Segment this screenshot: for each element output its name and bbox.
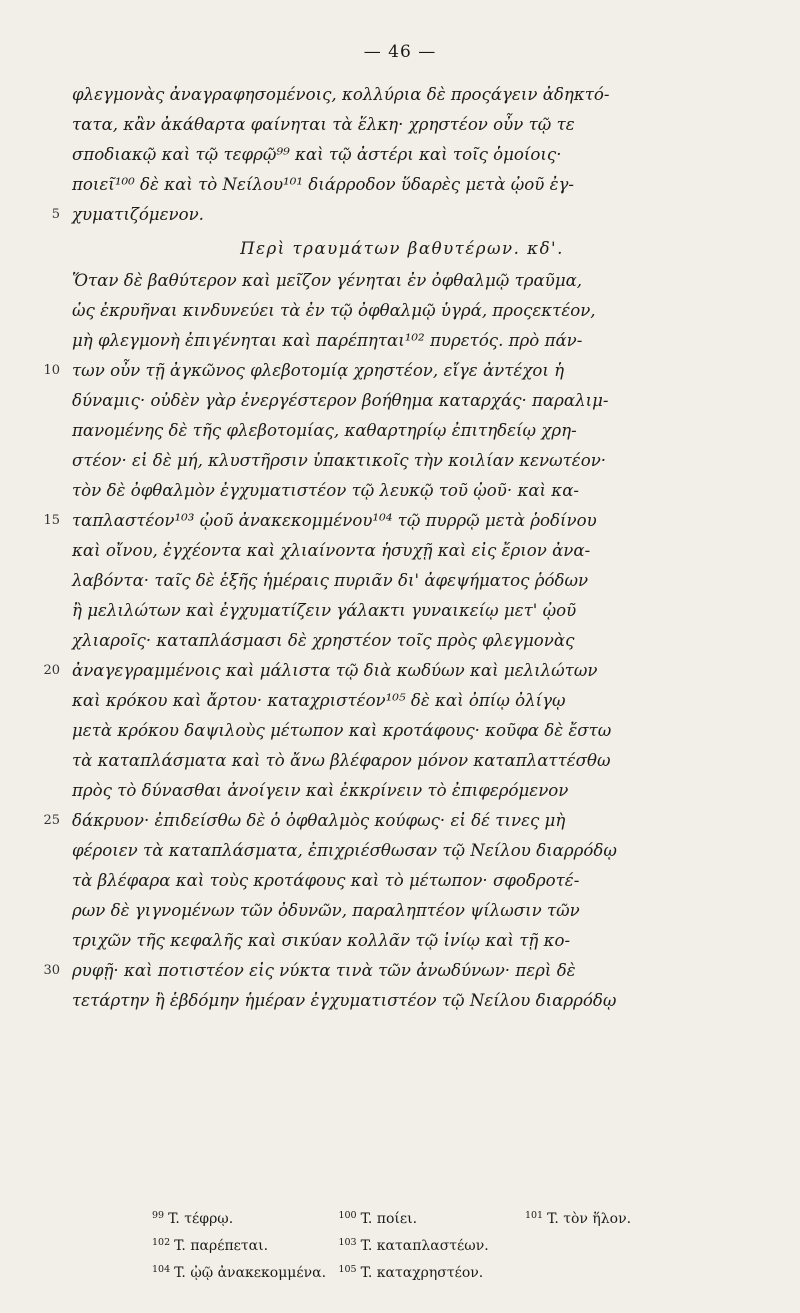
footnote-row <box>152 1231 712 1258</box>
footnote <box>338 1231 524 1258</box>
line-text: μὴ φλεγμονὴ ἐπιγένηται καὶ παρέπηται¹⁰² πυρετός. πρὸ πάν- <box>72 331 583 350</box>
footnote-mark: 99 <box>152 1210 165 1221</box>
text-line <box>72 686 732 716</box>
footnote-text: T. καταχρηστέον. <box>360 1265 484 1281</box>
line-text: στέον· εἰ δὲ μή, κλυστῆρσιν ὑπακτικοῖς τὴν κοιλίαν κενωτέον· <box>72 451 607 470</box>
line-text: σποδιακῷ καὶ τῷ τεφρῷ⁹⁹ καὶ τῷ ἀστέρι καὶ τοῖς ὁμοίοις· <box>72 145 562 164</box>
text-line <box>72 716 732 746</box>
text-line <box>72 80 732 110</box>
footnote-row <box>152 1258 712 1285</box>
footnote-mark: 101 <box>524 1210 544 1221</box>
line-text: ταπλαστέον¹⁰³ ᾠοῦ ἀνακεκομμένου¹⁰⁴ τῷ πυρρῷ μετὰ ῥοδίνου <box>72 511 597 530</box>
line-text: φέροιεν τὰ καταπλάσματα, ἐπιχριέσθωσαν τῷ Νείλου διαρρόδῳ <box>72 841 617 860</box>
line-number: 5 <box>51 207 60 222</box>
footnote-mark: 104 <box>152 1264 171 1275</box>
line-text: χυματιζόμενον. <box>72 205 204 224</box>
text-line <box>72 566 732 596</box>
line-number: 30 <box>43 963 60 978</box>
line-text: καὶ κρόκου καὶ ἄρτου· καταχριστέον¹⁰⁵ δὲ καὶ ὀπίῳ ὀλίγῳ <box>72 691 566 710</box>
page-number: — 46 — <box>363 42 437 62</box>
text-line <box>51 200 732 230</box>
footnote <box>152 1258 338 1285</box>
text-line <box>72 836 732 866</box>
line-text: τὰ βλέφαρα καὶ τοὺς κροτάφους καὶ τὸ μέτωπον· σφοδροτέ- <box>72 871 580 890</box>
text-line <box>72 626 732 656</box>
body-text-top <box>51 80 732 230</box>
text-line <box>43 956 732 986</box>
section-heading-wrap <box>72 232 732 266</box>
line-text: ὡς ἐκρυῆναι κινδυνεύει τὰ ἐν τῷ ὀφθαλμῷ ὑγρά, προςεκτέον, <box>72 301 596 320</box>
text-line <box>72 536 732 566</box>
text-line <box>72 776 732 806</box>
line-number: 20 <box>43 663 60 678</box>
footnote-text: T. ᾠῷ ἀνακεκομμένα. <box>174 1265 327 1281</box>
text-line <box>72 296 732 326</box>
text-line <box>72 986 732 1016</box>
line-text: τὸν δὲ ὀφθαλμὸν ἐγχυματιστέον τῷ λευκῷ τοῦ ᾠοῦ· καὶ κα- <box>72 481 580 500</box>
footnote-text: T. καταπλαστέων. <box>360 1238 489 1254</box>
line-text: ποιεῖ¹⁰⁰ δὲ καὶ τὸ Νείλου¹⁰¹ διάρροδον ὕδαρὲς μετὰ ᾠοῦ ἐγ- <box>72 175 575 194</box>
line-text: καὶ οἴνου, ἐγχέοντα καὶ χλιαίνοντα ἡσυχῇ καὶ εἰς ἔριον ἀνα- <box>72 541 591 560</box>
line-text: τριχῶν τῆς κεφαλῆς καὶ σικύαν κολλᾶν τῷ ἰνίῳ καὶ τῇ κο- <box>72 931 571 950</box>
footnote <box>152 1231 338 1258</box>
section-heading: Περὶ τραυμάτων βαθυτέρων. κδ'. <box>240 239 564 258</box>
text-line <box>72 596 732 626</box>
text-line <box>72 386 732 416</box>
line-text: χλιαροῖς· καταπλάσμασι δὲ χρηστέον τοῖς πρὸς φλεγμονὰς <box>72 631 575 650</box>
text-line <box>43 506 732 536</box>
footnote-text: T. ποίει. <box>360 1211 418 1227</box>
body-text-main <box>43 266 732 1016</box>
footnote <box>338 1204 524 1231</box>
footnote-mark: 103 <box>338 1237 357 1248</box>
text-line <box>72 170 732 200</box>
text-line <box>72 896 732 926</box>
text-line <box>43 806 732 836</box>
line-text: ρυφῇ· καὶ ποτιστέον εἰς νύκτα τινὰ τῶν ἀνωδύνων· περὶ δὲ <box>72 961 576 980</box>
line-text: ἀναγεγραμμένοις καὶ μάλιστα τῷ διὰ κωδύων καὶ μελιλώτων <box>72 661 598 680</box>
footnote-text: T. τὸν ἥλον. <box>547 1211 632 1227</box>
line-text: πρὸς τὸ δύνασθαι ἀνοίγειν καὶ ἐκκρίνειν τὸ ἐπιφερόμενον <box>72 781 569 800</box>
line-text: δάκρυον· ἐπιδείσθω δὲ ὁ ὀφθαλμὸς κούφως· εἰ δέ τινες μὴ <box>72 811 566 830</box>
text-line <box>72 266 732 296</box>
line-text: μετὰ κρόκου δαψιλοὺς μέτωπον καὶ κροτάφους· κοῦφα δὲ ἔστω <box>72 721 612 740</box>
line-text: τατα, κἂν ἀκάθαρτα φαίνηται τὰ ἕλκη· χρηστέον οὖν τῷ τε <box>72 115 575 134</box>
line-text: δύναμις· οὐδὲν γὰρ ἐνεργέστερον βοήθημα καταρχάς· παραλιμ- <box>72 391 609 410</box>
line-text: Ὅταν δὲ βαθύτερον καὶ μεῖζον γένηται ἐν ὀφθαλμῷ τραῦμα, <box>72 271 583 290</box>
text-line <box>72 866 732 896</box>
footnote <box>525 1204 711 1231</box>
text-line <box>72 140 732 170</box>
line-text: τετάρτην ἢ ἑβδόμην ἡμέραν ἐγχυματιστέον τῷ Νείλου διαρρόδῳ <box>72 991 617 1010</box>
line-text: πανομένης δὲ τῆς φλεβοτομίας, καθαρτηρίῳ ἐπιτηδείῳ χρη- <box>72 421 577 440</box>
text-line <box>72 746 732 776</box>
footnote-row <box>152 1204 712 1231</box>
text-line <box>72 326 732 356</box>
footnotes <box>152 1204 712 1285</box>
text-line <box>72 926 732 956</box>
text-line <box>72 476 732 506</box>
line-number: 25 <box>43 813 60 828</box>
line-number: 15 <box>43 513 60 528</box>
text-line <box>43 656 732 686</box>
line-number: 10 <box>43 363 60 378</box>
footnote <box>338 1258 524 1285</box>
footnote-text: T. παρέπεται. <box>174 1238 269 1254</box>
footnote-mark: 102 <box>152 1237 171 1248</box>
text-line <box>43 356 732 386</box>
text-line <box>72 446 732 476</box>
line-text: τὰ καταπλάσματα καὶ τὸ ἄνω βλέφαρον μόνον καταπλαττέσθω <box>72 751 611 770</box>
line-text: λαβόντα· ταῖς δὲ ἑξῆς ἡμέραις πυριᾶν δι' ἀφεψήματος ῥόδων <box>72 571 589 590</box>
line-text: των οὖν τῇ ἀγκῶνος φλεβοτομίᾳ χρηστέον, εἴγε ἀντέχοι ἡ <box>72 361 565 380</box>
line-text: ἢ μελιλώτων καὶ ἐγχυματίζειν γάλακτι γυναικείῳ μετ' ᾠοῦ <box>72 601 577 620</box>
line-text: ρων δὲ γιγνομένων τῶν ὀδυνῶν, παραληπτέον ψίλωσιν τῶν <box>72 901 580 920</box>
footnote <box>152 1204 338 1231</box>
footnote-mark: 105 <box>338 1264 357 1275</box>
text-line <box>72 416 732 446</box>
footnote-mark: 100 <box>338 1210 357 1221</box>
text-line <box>72 110 732 140</box>
line-text: φλεγμονὰς ἀναγραφησομένοις, κολλύρια δὲ προςάγειν ἀδηκτό- <box>72 85 610 104</box>
footnote-text: T. τέφρῳ. <box>168 1211 234 1227</box>
